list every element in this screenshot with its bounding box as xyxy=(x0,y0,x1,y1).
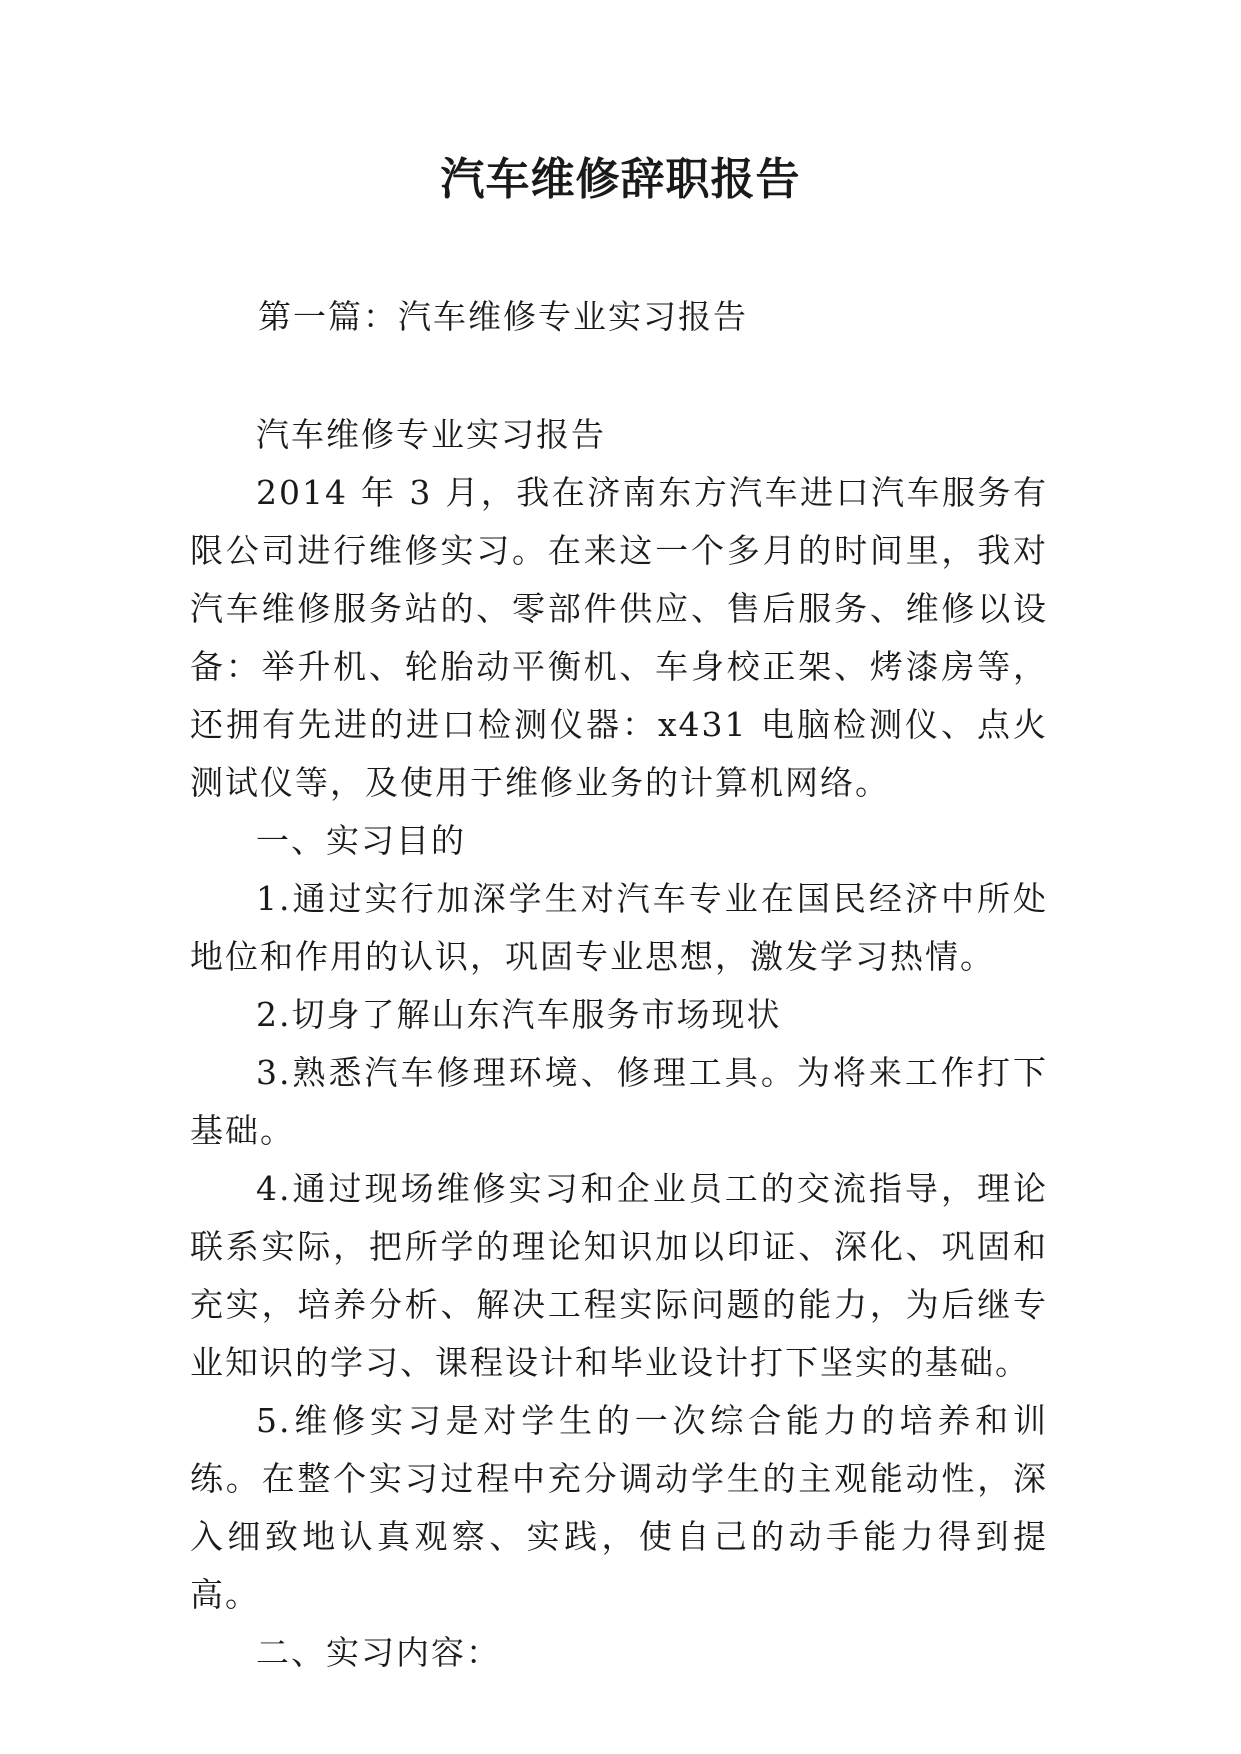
paragraph-intro: 2014 年 3 月，我在济南东方汽车进口汽车服务有限公司进行维修实习。在来这一个多月的时间里，我对汽车维修服务站的、零部件供应、售后服务、维修以设备：举升机、轮胎动平衡机、车身校正架、烤漆房等，还拥有先进的进口检测仪器：x431 电脑检测仪、点火测试仪等，及使用于维修业务的计算机网络。 xyxy=(190,473,1048,802)
heading-purpose: 一、实习目的 xyxy=(256,821,466,860)
paragraph-item-2: 2.切身了解山东汽车服务市场现状 xyxy=(256,995,782,1034)
paragraph-item-4: 4.通过现场维修实习和企业员工的交流指导，理论联系实际，把所学的理论知识加以印证、深化、巩固和充实，培养分析、解决工程实际问题的能力，为后继专业知识的学习、课程设计和毕业设计打下坚实的基础。 xyxy=(190,1169,1048,1382)
document-body xyxy=(190,406,1048,1682)
paragraph-item-5: 5.维修实习是对学生的一次综合能力的培养和训练。在整个实习过程中充分调动学生的主观能动性，深入细致地认真观察、实践，使自己的动手能力得到提高。 xyxy=(190,1401,1048,1614)
paragraph-report-title: 汽车维修专业实习报告 xyxy=(256,415,606,454)
paragraph-item-3: 3.熟悉汽车修理环境、修理工具。为将来工作打下基础。 xyxy=(190,1053,1048,1150)
heading-content: 二、实习内容： xyxy=(256,1633,501,1672)
paragraph-item-1: 1.通过实行加深学生对汽车专业在国民经济中所处地位和作用的认识，巩固专业思想，激发学习热情。 xyxy=(190,879,1048,976)
section-heading: 第一篇：汽车维修专业实习报告 xyxy=(258,297,748,336)
document-title: 汽车维修辞职报告 xyxy=(440,154,801,205)
